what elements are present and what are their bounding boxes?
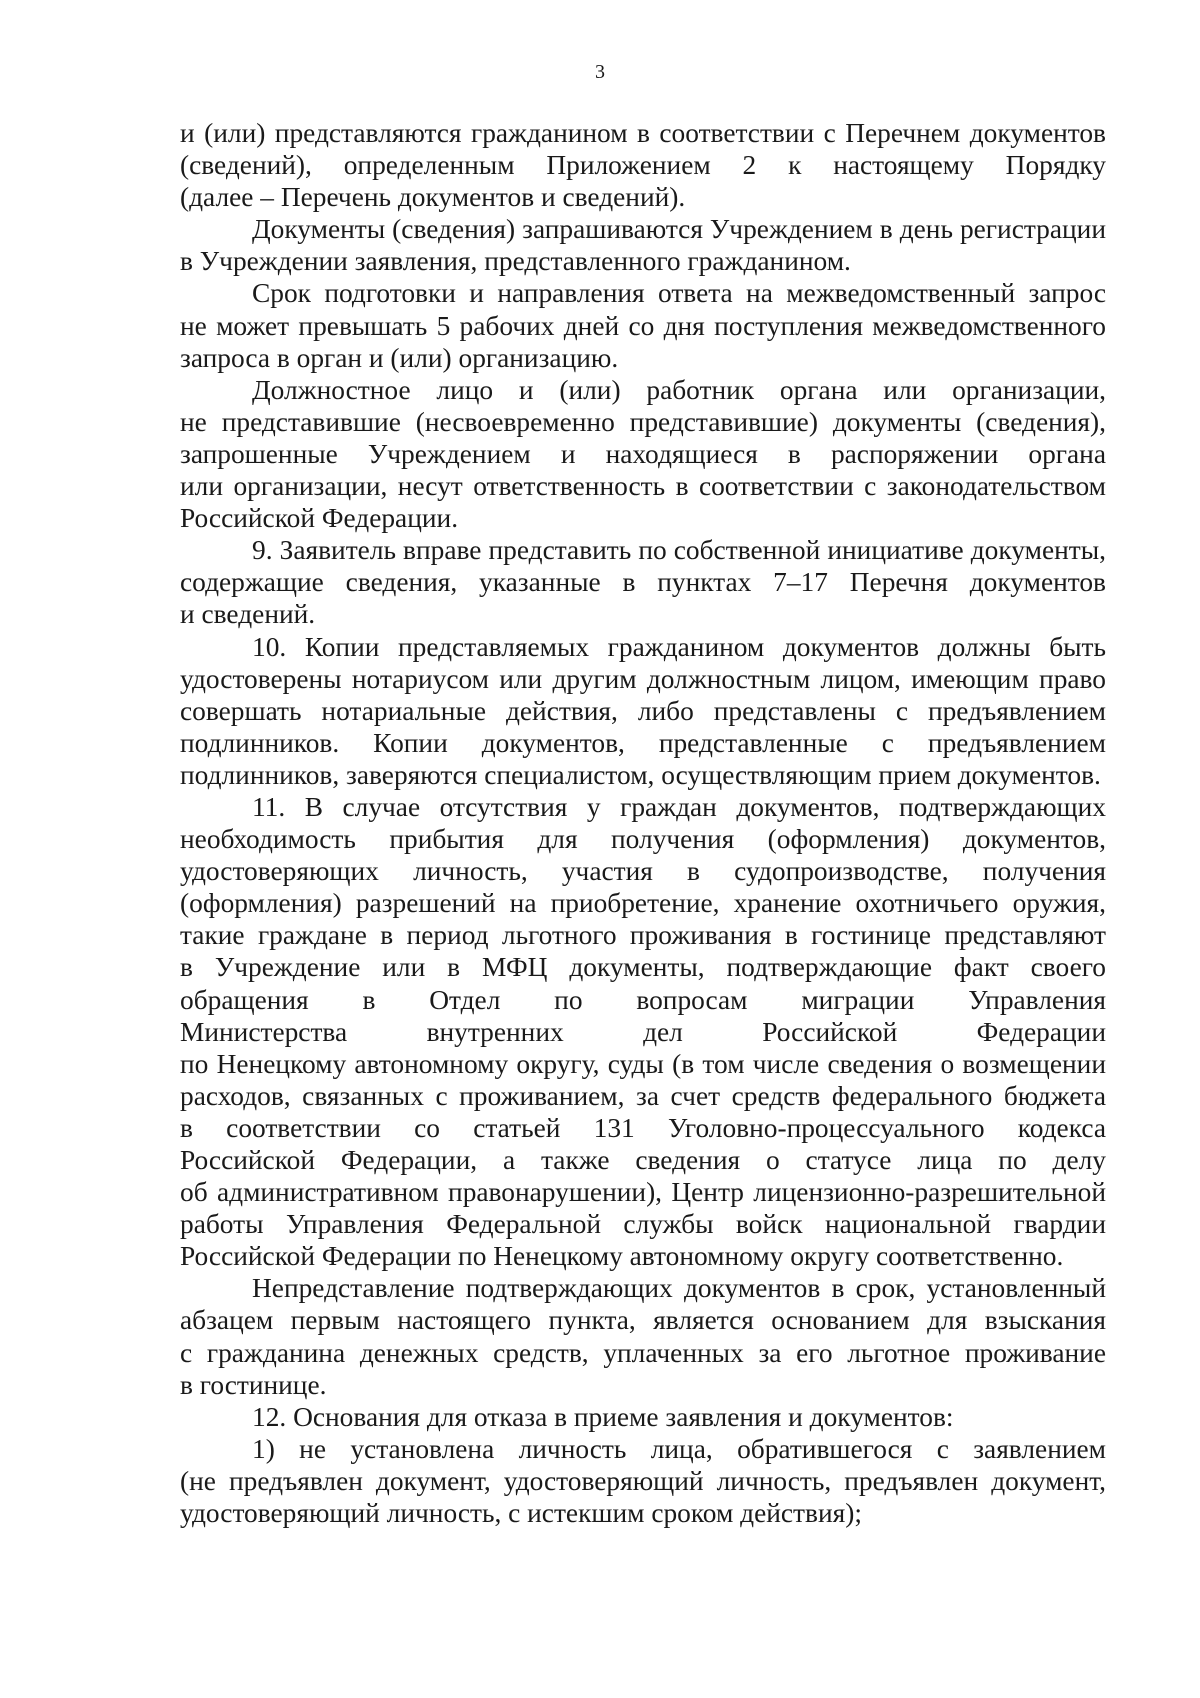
text-line: и (или) представляются гражданином в соответствии с Перечнем документов bbox=[180, 118, 1106, 148]
text-line: или организации, несут ответственность в соответствии с законодательством bbox=[180, 471, 1106, 502]
text-line: 10. Копии представляемых гражданином документов должны быть bbox=[252, 631, 1106, 662]
text-line: совершать нотариальные действия, либо представлены с предъявлением bbox=[180, 695, 1106, 726]
paragraph bbox=[180, 1272, 1106, 1400]
text-line: работы Управления Федеральной службы войск национальной гвардии bbox=[180, 1209, 1106, 1240]
text-line: Должностное лицо и (или) работник органа или организации, bbox=[252, 374, 1106, 405]
text-line: в Учреждении заявления, представленного гражданином. bbox=[180, 246, 851, 277]
text-line: удостоверяющий личность, с истекшим сроком действия); bbox=[180, 1498, 862, 1529]
text-line: 11. В случае отсутствия у граждан документов, подтверждающих bbox=[252, 791, 1106, 822]
text-line: в гостинице. bbox=[180, 1369, 327, 1400]
text-line: абзацем первым настоящего пункта, является основанием для взыскания bbox=[180, 1305, 1106, 1336]
text-line: Документы (сведения) запрашиваются Учреждением в день регистрации bbox=[252, 214, 1106, 245]
paragraph bbox=[180, 1401, 1106, 1433]
text-line: Министерства внутренних дел Российской Федерации bbox=[180, 1016, 1106, 1047]
paragraph bbox=[180, 213, 1106, 277]
text-line: содержащие сведения, указанные в пунктах 7–17 Перечня документов bbox=[180, 567, 1106, 598]
text-line: Российской Федерации. bbox=[180, 503, 459, 534]
text-line: (оформления) разрешений на приобретение, хранение охотничьего оружия, bbox=[180, 888, 1106, 919]
paragraph bbox=[180, 791, 1106, 1272]
text-line: такие граждане в период льготного проживания в гостинице представляют bbox=[180, 920, 1106, 951]
text-line: (не предъявлен документ, удостоверяющий личность, предъявлен документ, bbox=[180, 1465, 1106, 1496]
page-number: 3 bbox=[595, 61, 605, 83]
text-line: по Ненецкому автономному округу, суды (в том числе сведения о возмещении bbox=[180, 1048, 1106, 1079]
text-line: (далее – Перечень документов и сведений). bbox=[180, 182, 686, 213]
text-line: обращения в Отдел по вопросам миграции Управления bbox=[180, 984, 1106, 1015]
paragraph bbox=[180, 631, 1106, 791]
text-line: с гражданина денежных средств, уплаченных за его льготное проживание bbox=[180, 1337, 1106, 1368]
text-line: Российской Федерации по Ненецкому автономному округу соответственно. bbox=[180, 1241, 1064, 1272]
text-line: удостоверяющих личность, участия в судопроизводстве, получения bbox=[180, 856, 1106, 887]
text-line: необходимость прибытия для получения (оформления) документов, bbox=[180, 824, 1106, 855]
text-line: 1) не установлена личность лица, обратившегося с заявлением bbox=[252, 1433, 1106, 1464]
paragraph bbox=[180, 534, 1106, 630]
text-line: подлинников. Копии документов, представленные с предъявлением bbox=[180, 727, 1106, 758]
text-line: запроса в орган и (или) организацию. bbox=[180, 342, 619, 373]
text-line: об административном правонарушении), Центр лицензионно-разрешительной bbox=[180, 1177, 1106, 1208]
text-line: не может превышать 5 рабочих дней со дня поступления межведомственного bbox=[180, 310, 1106, 341]
text-line: подлинников, заверяются специалистом, осуществляющим прием документов. bbox=[180, 759, 1101, 790]
text-line: (сведений), определенным Приложением 2 к настоящему Порядку bbox=[180, 150, 1106, 181]
text-line: 12. Основания для отказа в приеме заявления и документов: bbox=[252, 1401, 954, 1432]
text-line: в Учреждение или в МФЦ документы, подтверждающие факт своего bbox=[180, 952, 1106, 983]
text-line: не представившие (несвоевременно представившие) документы (сведения), bbox=[180, 406, 1106, 437]
paragraph bbox=[180, 1433, 1106, 1529]
text-line: расходов, связанных с проживанием, за счет средств федерального бюджета bbox=[180, 1080, 1106, 1111]
text-line: Непредставление подтверждающих документов в срок, установленный bbox=[252, 1273, 1106, 1304]
paragraph bbox=[180, 277, 1106, 373]
text-line: Российской Федерации, а также сведения о статусе лица по делу bbox=[180, 1145, 1106, 1175]
text-line: запрошенные Учреждением и находящиеся в распоряжении органа bbox=[180, 438, 1106, 469]
paragraph bbox=[180, 117, 1106, 213]
paragraph bbox=[180, 374, 1106, 534]
text-line: и сведений. bbox=[180, 599, 316, 630]
text-line: в соответствии со статьей 131 Уголовно-процессуального кодекса bbox=[180, 1112, 1106, 1143]
document-body bbox=[180, 117, 1106, 1529]
text-line: удостоверены нотариусом или другим должностным лицом, имеющим право bbox=[180, 663, 1106, 694]
text-line: 9. Заявитель вправе представить по собственной инициативе документы, bbox=[252, 535, 1106, 566]
text-line: Срок подготовки и направления ответа на межведомственный запрос bbox=[252, 278, 1106, 309]
